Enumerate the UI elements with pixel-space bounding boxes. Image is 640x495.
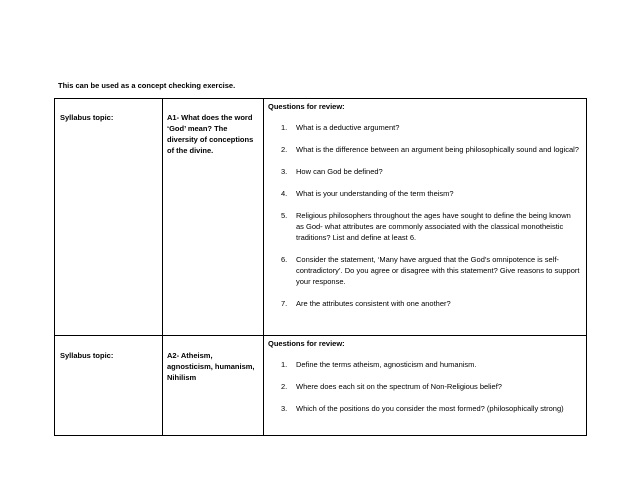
column-divider xyxy=(263,336,264,435)
table-row xyxy=(55,99,586,335)
question-text: Consider the statement, ‘Many have argued that the God’s omnipotence is self-contradictory’. Do you agree or disagree with this statement? Give reasons to support your response. xyxy=(296,255,580,286)
question-text: Where does each sit on the spectrum of Non-Religious belief? xyxy=(296,382,502,391)
question-text: Define the terms atheism, agnosticism and humanism. xyxy=(296,360,477,369)
list-item xyxy=(268,359,580,370)
list-item xyxy=(268,188,580,199)
question-text: Which of the positions do you consider the most formed? (philosophically strong) xyxy=(296,404,564,413)
list-item xyxy=(268,122,580,133)
list-item xyxy=(268,144,580,155)
review-table xyxy=(54,98,587,436)
question-number: 5. xyxy=(281,211,288,220)
question-text: What is a deductive argument? xyxy=(296,123,400,132)
question-text: How can God be defined? xyxy=(296,167,383,176)
column-divider xyxy=(162,336,163,435)
question-number: 2. xyxy=(281,145,288,154)
list-item xyxy=(268,381,580,392)
questions-header: Questions for review: xyxy=(268,102,345,111)
question-number: 3. xyxy=(281,167,288,176)
list-item xyxy=(268,298,580,309)
question-number: 1. xyxy=(281,360,288,369)
question-number: 6. xyxy=(281,255,288,264)
list-item xyxy=(268,166,580,177)
question-text: What is your understanding of the term theism? xyxy=(296,189,454,198)
question-text: What is the difference between an argument being philosophically sound and logical? xyxy=(296,145,579,154)
question-number: 7. xyxy=(281,299,288,308)
syllabus-topic: A2- Atheism, agnosticism, humanism, Nihilism xyxy=(167,351,255,382)
column-divider xyxy=(162,99,163,335)
table-row xyxy=(55,336,586,435)
question-list xyxy=(268,353,580,414)
list-item xyxy=(268,403,580,414)
question-number: 2. xyxy=(281,382,288,391)
syllabus-label: Syllabus topic: xyxy=(60,113,114,122)
column-divider xyxy=(263,99,264,335)
questions-header: Questions for review: xyxy=(268,339,345,348)
question-number: 4. xyxy=(281,189,288,198)
question-text: Religious philosophers throughout the ages have sought to define the being known as God- what attributes are commonly associated with the classical monotheistic traditions? List and define at least 6. xyxy=(296,211,571,242)
question-number: 3. xyxy=(281,404,288,413)
list-item xyxy=(268,210,580,243)
syllabus-topic: A1- What does the word ‘God’ mean? The diversity of conceptions of the divine. xyxy=(167,113,254,155)
question-text: Are the attributes consistent with one another? xyxy=(296,299,451,308)
syllabus-label: Syllabus topic: xyxy=(60,351,114,360)
question-number: 1. xyxy=(281,123,288,132)
list-item xyxy=(268,254,580,287)
intro-text: This can be used as a concept checking exercise. xyxy=(58,81,236,90)
question-list xyxy=(268,116,580,309)
